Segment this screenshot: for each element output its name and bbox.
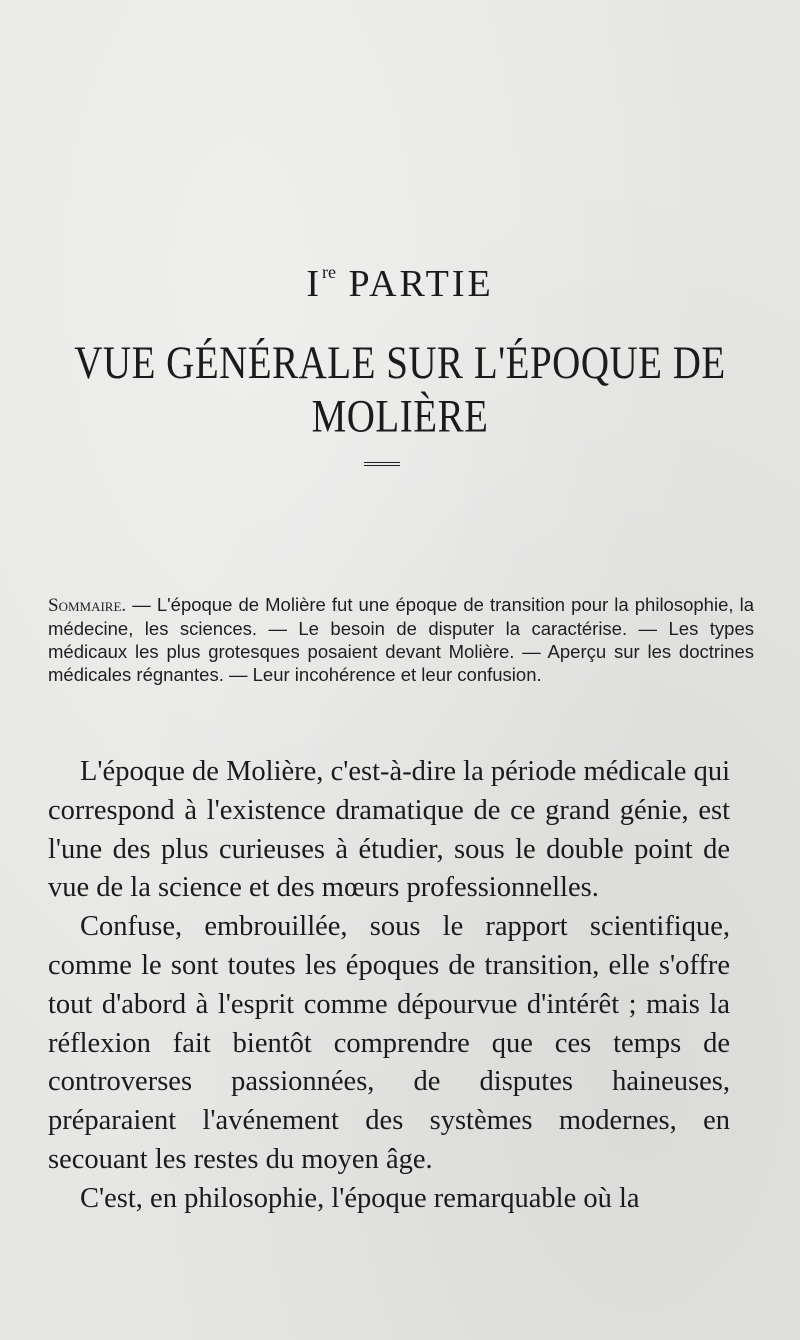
- paragraph: Confuse, embrouillée, sous le rapport scientifique, comme le sont toutes les époques de transition, elle s'offre tout d'abord à l'esprit comme dépourvue d'intérêt ; mais la réflexion fait bientôt comprendre que ces temps de controverses passionnées, de disputes haineuses, préparaient l'avénement des systèmes modernes, en secouant les restes du moyen âge.: [48, 911, 730, 1175]
- part-superscript: re: [321, 262, 336, 282]
- part-word: PARTIE: [348, 263, 494, 305]
- summary-block: [48, 593, 754, 686]
- body-text: [48, 753, 730, 1219]
- part-heading: [0, 262, 800, 306]
- summary-text: — L'époque de Molière fut une époque de transition pour la philosophie, la médecine, les sciences. — Le besoin de disputer la caractérise. — Les types médicaux les plus grotesques posaient devant Molière. — Aperçu sur les doctrines médicales régnantes. — Leur incohérence et leur confusion.: [48, 594, 754, 685]
- section-title: VUE GÉNÉRALE SUR L'ÉPOQUE DE MOLIÈRE: [74, 338, 726, 442]
- paragraph: C'est, en philosophie, l'époque remarquable où la: [80, 1182, 640, 1214]
- paragraph: L'époque de Molière, c'est-à-dire la période médicale qui correspond à l'existence dramatique de ce grand génie, est l'une des plus curieuses à étudier, sous le double point de vue de la science et des mœurs professionnelles.: [48, 756, 730, 904]
- part-roman: I: [306, 263, 322, 305]
- summary-label: Sommaire.: [48, 595, 127, 616]
- divider-rule: [364, 462, 400, 466]
